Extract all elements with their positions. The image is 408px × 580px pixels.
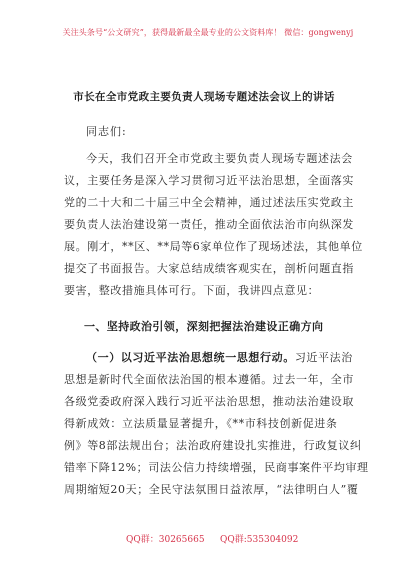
text-line: [64, 347, 353, 369]
footer-qq-group-2: QQ群:535304092: [220, 535, 299, 545]
text-line: 思想是新时代全面依法治国的根本遵循。过去一年，全市: [64, 373, 354, 386]
salutation: 同志们:: [86, 125, 127, 138]
text-line: 各级党委政府深入践行习近平法治思想，推动法治建设取: [64, 395, 354, 408]
text-line: 展。刚才，**区、**局等6家单位作了现场述法，其他单位: [64, 240, 363, 253]
text-line: 党的二十大和二十届三中全会精神，通过述法压实党政主: [64, 196, 354, 209]
text-line: 提交了书面报告。大家总结成绩客观实在，剖析问题直指: [64, 262, 354, 275]
intro-paragraph: [64, 148, 363, 302]
text-line: 周期缩短20天；全民守法氛围日益浓厚，“法律明白人”覆: [64, 483, 359, 496]
header-banner: 关注头条号“公文研究”，获得最新最全最专业的公文资料库！ 微信：gongwenyj: [62, 28, 354, 37]
footer-qq-group-1: QQ群：30265665: [126, 535, 205, 545]
section-heading: 一、坚持政治引领，深刻把握法治建设正确方向: [84, 320, 324, 333]
text-line: 错率下降12%；司法公信力持续增强，民商事案件平均审理: [64, 461, 369, 474]
text-line: 今天，我们召开全市党政主要负责人现场专题述法会: [86, 152, 353, 165]
text-fragment: 习近平法治: [294, 351, 353, 364]
document-title: 市长在全市党政主要负责人现场专题述法会议上的讲话: [73, 91, 335, 103]
text-line: 要害，整改措施具体可行。下面，我讲四点意见：: [64, 284, 320, 297]
text-line: 议，主要任务是深入学习贯彻习近平法治思想，全面落实: [64, 174, 354, 187]
text-line: 得新成效：立法质量显著提升，《**市科技创新促进条: [64, 417, 338, 430]
text-line: 要负责人法治建设第一责任，推动全面依法治市向纵深发: [64, 218, 354, 231]
subsection-heading: （一）以习近平法治思想统一思想行动。: [86, 351, 295, 364]
text-line: 例》等8部法规出台；法治政府建设扎实推进，行政复议纠: [64, 439, 362, 452]
section-paragraph: [64, 347, 369, 501]
